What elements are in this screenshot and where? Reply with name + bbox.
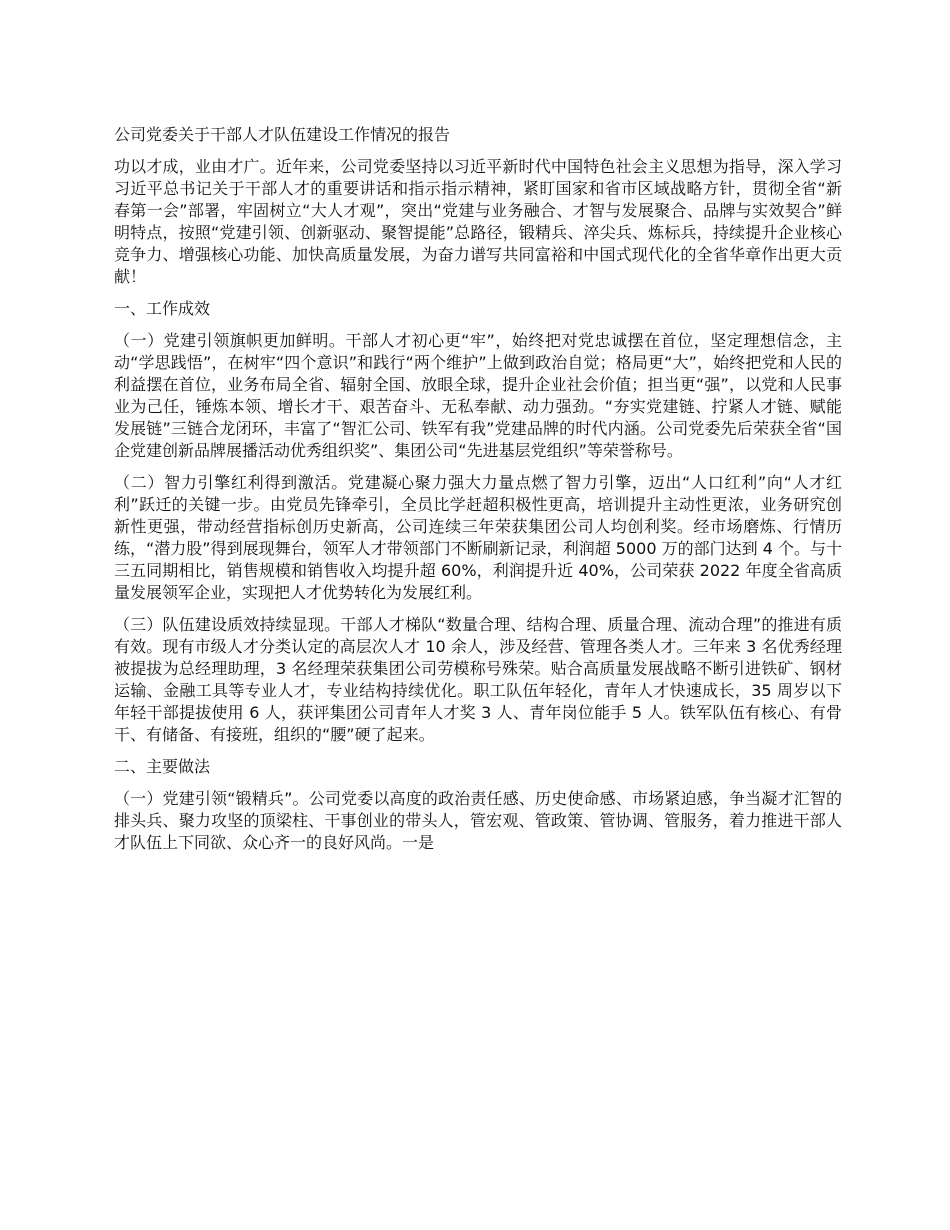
- document-title: 公司党委关于干部人才队伍建设工作情况的报告: [114, 125, 451, 144]
- intro-paragraph: 功以才成，业由才广。近年来，公司党委坚持以习近平新时代中国特色社会主义思想为指导，深入学习习近平总书记关于干部人才的重要讲话和指示指示精神，紧盯国家和省市区域战略方针，贯彻全省“新春第一会”部署，牢固树立“大人才观”，突出“党建与业务融合、才智与发展聚合、品牌与实效契合”鲜明特点，按照“党建引领、创新驱动、聚智提能”总路径，锻精兵、淬尖兵、炼标兵，持续提升企业核心竞争力、增强核心功能、加快高质量发展，为奋力谱写共同富裕和中国式现代化的全省华章作出更大贡献！: [114, 157, 842, 286]
- practice-paragraph-1: （一）党建引领“锻精兵”。公司党委以高度的政治责任感、历史使命感、市场紧迫感，争当凝才汇智的排头兵、聚力攻坚的顶梁柱、干事创业的带头人，管宏观、管政策、管协调、管服务，着力推进干部人才队伍上下同欲、众心齐一的良好风尚。一是: [114, 789, 842, 852]
- achievement-paragraph-2: （二）智力引擎红利得到激活。党建凝心聚力强大力量点燃了智力引擎，迈出“人口红利”向“人才红利”跃迁的关键一步。由党员先锋牵引，全员比学赶超积极性更高，培训提升主动性更浓，业务研究创新性更强，带动经营指标创历史新高，公司连续三年荣获集团公司人均创利奖。经市场磨炼、行情历练，“潜力股”得到展现舞台，领军人才带领部门不断刷新记录，利润超 5000 万的部门达到 4 个。与十三五同期相比，销售规模和销售收入均提升超 60%，利润提升近 40%，公司荣获 2022 年度全省高质量发展领军企业，实现把人才优势转化为发展红利。: [114, 473, 842, 602]
- document-page: [114, 124, 842, 864]
- achievement-paragraph-1: （一）党建引领旗帜更加鲜明。干部人才初心更“牢”，始终把对党忠诚摆在首位，坚定理想信念，主动“学思践悟”，在树牢“四个意识”和践行“两个维护”上做到政治自觉；格局更“大”，始终把党和人民的利益摆在首位，业务布局全省、辐射全国、放眼全球，提升企业社会价值；担当更“强”，以党和人民事业为己任，锤炼本领、增长才干、艰苦奋斗、无私奉献、动力强劲。“夯实党建链、拧紧人才链、赋能发展链”三链合龙闭环，丰富了“智汇公司、铁军有我”党建品牌的时代内涵。公司党委先后荣获全省“国企党建创新品牌展播活动优秀组织奖”、集团公司“先进基层党组织”等荣誉称号。: [114, 331, 842, 460]
- section-heading-achievements: 一、工作成效: [114, 299, 211, 318]
- achievement-paragraph-3: （三）队伍建设质效持续显现。干部人才梯队“数量合理、结构合理、质量合理、流动合理”的推进有质有效。现有市级人才分类认定的高层次人才 10 余人，涉及经营、管理各类人才。三年来 3 名优秀经理被提拔为总经理助理，3 名经理荣获集团公司劳模称号殊荣。贴合高质量发展战略不断引进铁矿、钢材运输、金融工具等专业人才，专业结构持续优化。职工队伍年轻化，青年人才快速成长，35 周岁以下年轻干部提拔使用 6 人，获评集团公司青年人才奖 3 人、青年岗位能手 5 人。铁军队伍有核心、有骨干、有储备、有接班，组织的“腰”硬了起来。: [114, 615, 842, 744]
- section-heading-practices: 二、主要做法: [114, 757, 211, 776]
